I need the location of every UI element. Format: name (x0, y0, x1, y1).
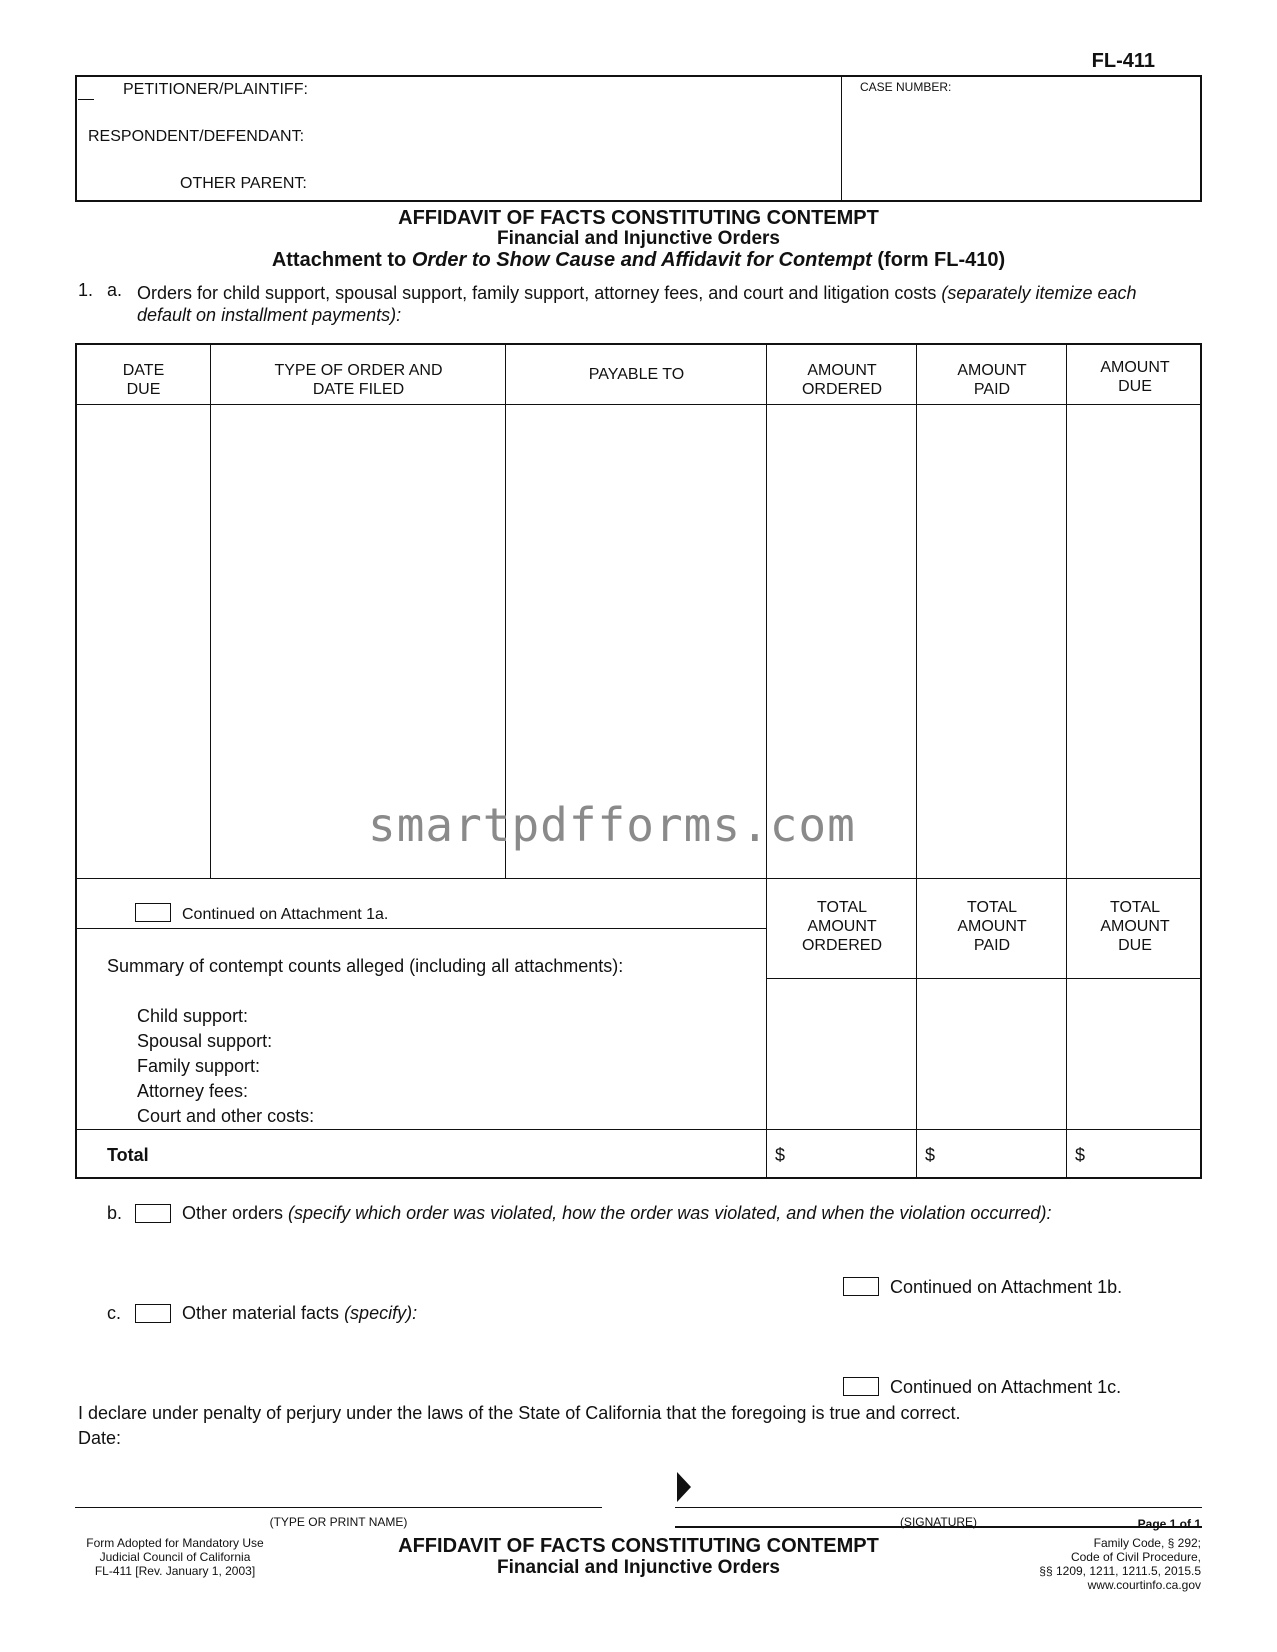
other-orders-checkbox[interactable] (135, 1204, 171, 1223)
item-b-main: Other orders (182, 1203, 289, 1223)
signature-caption: (SIGNATURE) (899, 1515, 978, 1529)
other-parent-field[interactable] (320, 172, 830, 198)
footer-subtitle: Financial and Injunctive Orders (497, 1557, 780, 1578)
watermark: smartpdfforms.com (368, 798, 856, 852)
cell-amount-paid[interactable] (918, 406, 1065, 877)
print-name-line (75, 1507, 602, 1508)
footer-left-line-2: Judicial Council of California (99, 1550, 251, 1564)
total-due-field[interactable] (1090, 1133, 1200, 1176)
footer-right-line-1: Family Code, § 292; (1093, 1536, 1201, 1550)
footer-left-line-1: Form Adopted for Mandatory Use (86, 1536, 264, 1550)
page-number: Page 1 of 1 (1137, 1517, 1201, 1531)
footer-right-line-4: www.courtinfo.ca.gov (1087, 1578, 1201, 1592)
print-name-caption: (TYPE OR PRINT NAME) (269, 1515, 408, 1529)
respondent-field[interactable] (320, 125, 830, 151)
petitioner-field[interactable] (320, 78, 830, 104)
summary-label: Summary of contempt counts alleged (including all attachments): (107, 956, 624, 976)
item-1a-letter: a. (107, 280, 123, 300)
summary-spousal-support: Spousal support: (137, 1031, 273, 1051)
header-amount-paid: AMOUNT PAID (957, 362, 1027, 398)
summary-child-support: Child support: (137, 1006, 249, 1026)
signature-field[interactable] (675, 1446, 1202, 1506)
item-c-italic: (specify): (344, 1303, 418, 1323)
footer-right (941, 1536, 1201, 1592)
cell-total-due[interactable] (1068, 980, 1200, 1128)
item-b-italic: (specify which order was violated, how the order was violated, and when the violation occurred): (288, 1203, 1052, 1223)
total-paid-field[interactable] (940, 1133, 1064, 1176)
total-due-currency: $ (1075, 1145, 1086, 1165)
col-divider-4 (916, 343, 917, 1179)
footer-left-line-3: FL-411 [Rev. January 1, 2003] (94, 1564, 256, 1578)
header-payable-to: PAYABLE TO (588, 366, 685, 383)
item-1a-text (137, 282, 1187, 326)
summary-counts-fields[interactable] (340, 1004, 760, 1126)
continued-1c-label: Continued on Attachment 1c. (890, 1377, 1122, 1397)
caption-tick-mark (78, 99, 94, 100)
attachment-prefix: Attachment to (271, 249, 412, 271)
signature-line (675, 1507, 1202, 1508)
continued-bottom-line (75, 928, 766, 929)
other-facts-checkbox[interactable] (135, 1304, 171, 1323)
continued-1b-checkbox[interactable] (843, 1277, 879, 1296)
item-1a-italic: (separately itemize each default on installment payments): (137, 283, 1137, 325)
total-label: Total (107, 1145, 149, 1165)
continued-1a-label: Continued on Attachment 1a. (182, 906, 389, 923)
print-name-field[interactable] (75, 1446, 602, 1506)
total-paid-currency: $ (925, 1145, 936, 1165)
footer-line (675, 1526, 1202, 1528)
attachment-form-name: Order to Show Cause and Affidavit for Contempt (411, 249, 872, 271)
item-b-text (182, 1203, 1051, 1224)
cell-amount-due[interactable] (1068, 406, 1200, 877)
respondent-label: RESPONDENT/DEFENDANT: (88, 128, 305, 145)
other-parent-label: OTHER PARENT: (180, 175, 307, 192)
totals-header-bottom-line (766, 978, 1202, 979)
header-total-ordered: TOTAL AMOUNT ORDERED (801, 899, 882, 954)
item-c-main: Other material facts (182, 1303, 345, 1323)
form-number: FL-411 (1091, 50, 1155, 72)
item-b-letter: b. (107, 1203, 123, 1223)
item-1-number: 1. (78, 280, 94, 300)
form-title: AFFIDAVIT OF FACTS CONSTITUTING CONTEMPT (398, 207, 879, 229)
header-type-of-order: TYPE OF ORDER AND DATE FILED (274, 362, 443, 398)
caption-divider (841, 75, 842, 202)
item-c-text (182, 1303, 417, 1324)
total-row-top-line (75, 1129, 1202, 1130)
footer-right-line-3: §§ 1209, 1211, 1211.5, 2015.5 (1039, 1564, 1201, 1578)
item-1a-main: Orders for child support, spousal support, family support, attorney fees, and court and litigation costs (137, 283, 942, 303)
col-divider-1 (210, 343, 211, 879)
summary-attorney-fees: Attorney fees: (137, 1081, 249, 1101)
header-bottom-line (75, 404, 1202, 405)
footer-title: AFFIDAVIT OF FACTS CONSTITUTING CONTEMPT (398, 1535, 879, 1557)
form-attachment-line (0, 249, 1277, 272)
continued-1c-checkbox[interactable] (843, 1377, 879, 1396)
continued-1b-label: Continued on Attachment 1b. (890, 1277, 1123, 1297)
summary-family-support: Family support: (137, 1056, 261, 1076)
total-ordered-currency: $ (775, 1145, 786, 1165)
body-bottom-line (75, 878, 1202, 879)
form-subtitle: Financial and Injunctive Orders (497, 228, 780, 249)
case-number-field[interactable] (850, 98, 1195, 196)
col-divider-3 (766, 343, 767, 1179)
header-total-due: TOTAL AMOUNT DUE (1100, 899, 1170, 954)
date-label: Date: (78, 1428, 122, 1448)
header-amount-due: AMOUNT DUE (1100, 359, 1170, 395)
header-date-due: DATE DUE (122, 362, 165, 398)
total-ordered-field[interactable] (790, 1133, 914, 1176)
header-amount-ordered: AMOUNT ORDERED (801, 362, 882, 398)
summary-court-costs: Court and other costs: (137, 1106, 315, 1126)
continued-1a-checkbox[interactable] (135, 903, 171, 922)
footer-right-line-2: Code of Civil Procedure, (1070, 1550, 1201, 1564)
case-number-label: CASE NUMBER: (860, 80, 952, 94)
cell-total-paid[interactable] (918, 980, 1065, 1128)
item-c-letter: c. (107, 1303, 122, 1323)
cell-total-ordered[interactable] (768, 980, 915, 1128)
cell-date-due[interactable] (77, 406, 209, 877)
attachment-suffix: (form FL-410) (871, 249, 1006, 271)
declaration-text: I declare under penalty of perjury under the laws of the State of California that the foregoing is true and correct. (78, 1403, 961, 1423)
petitioner-label: PETITIONER/PLAINTIFF: (123, 81, 308, 98)
header-total-paid: TOTAL AMOUNT PAID (957, 899, 1027, 954)
col-divider-5 (1066, 343, 1067, 1179)
